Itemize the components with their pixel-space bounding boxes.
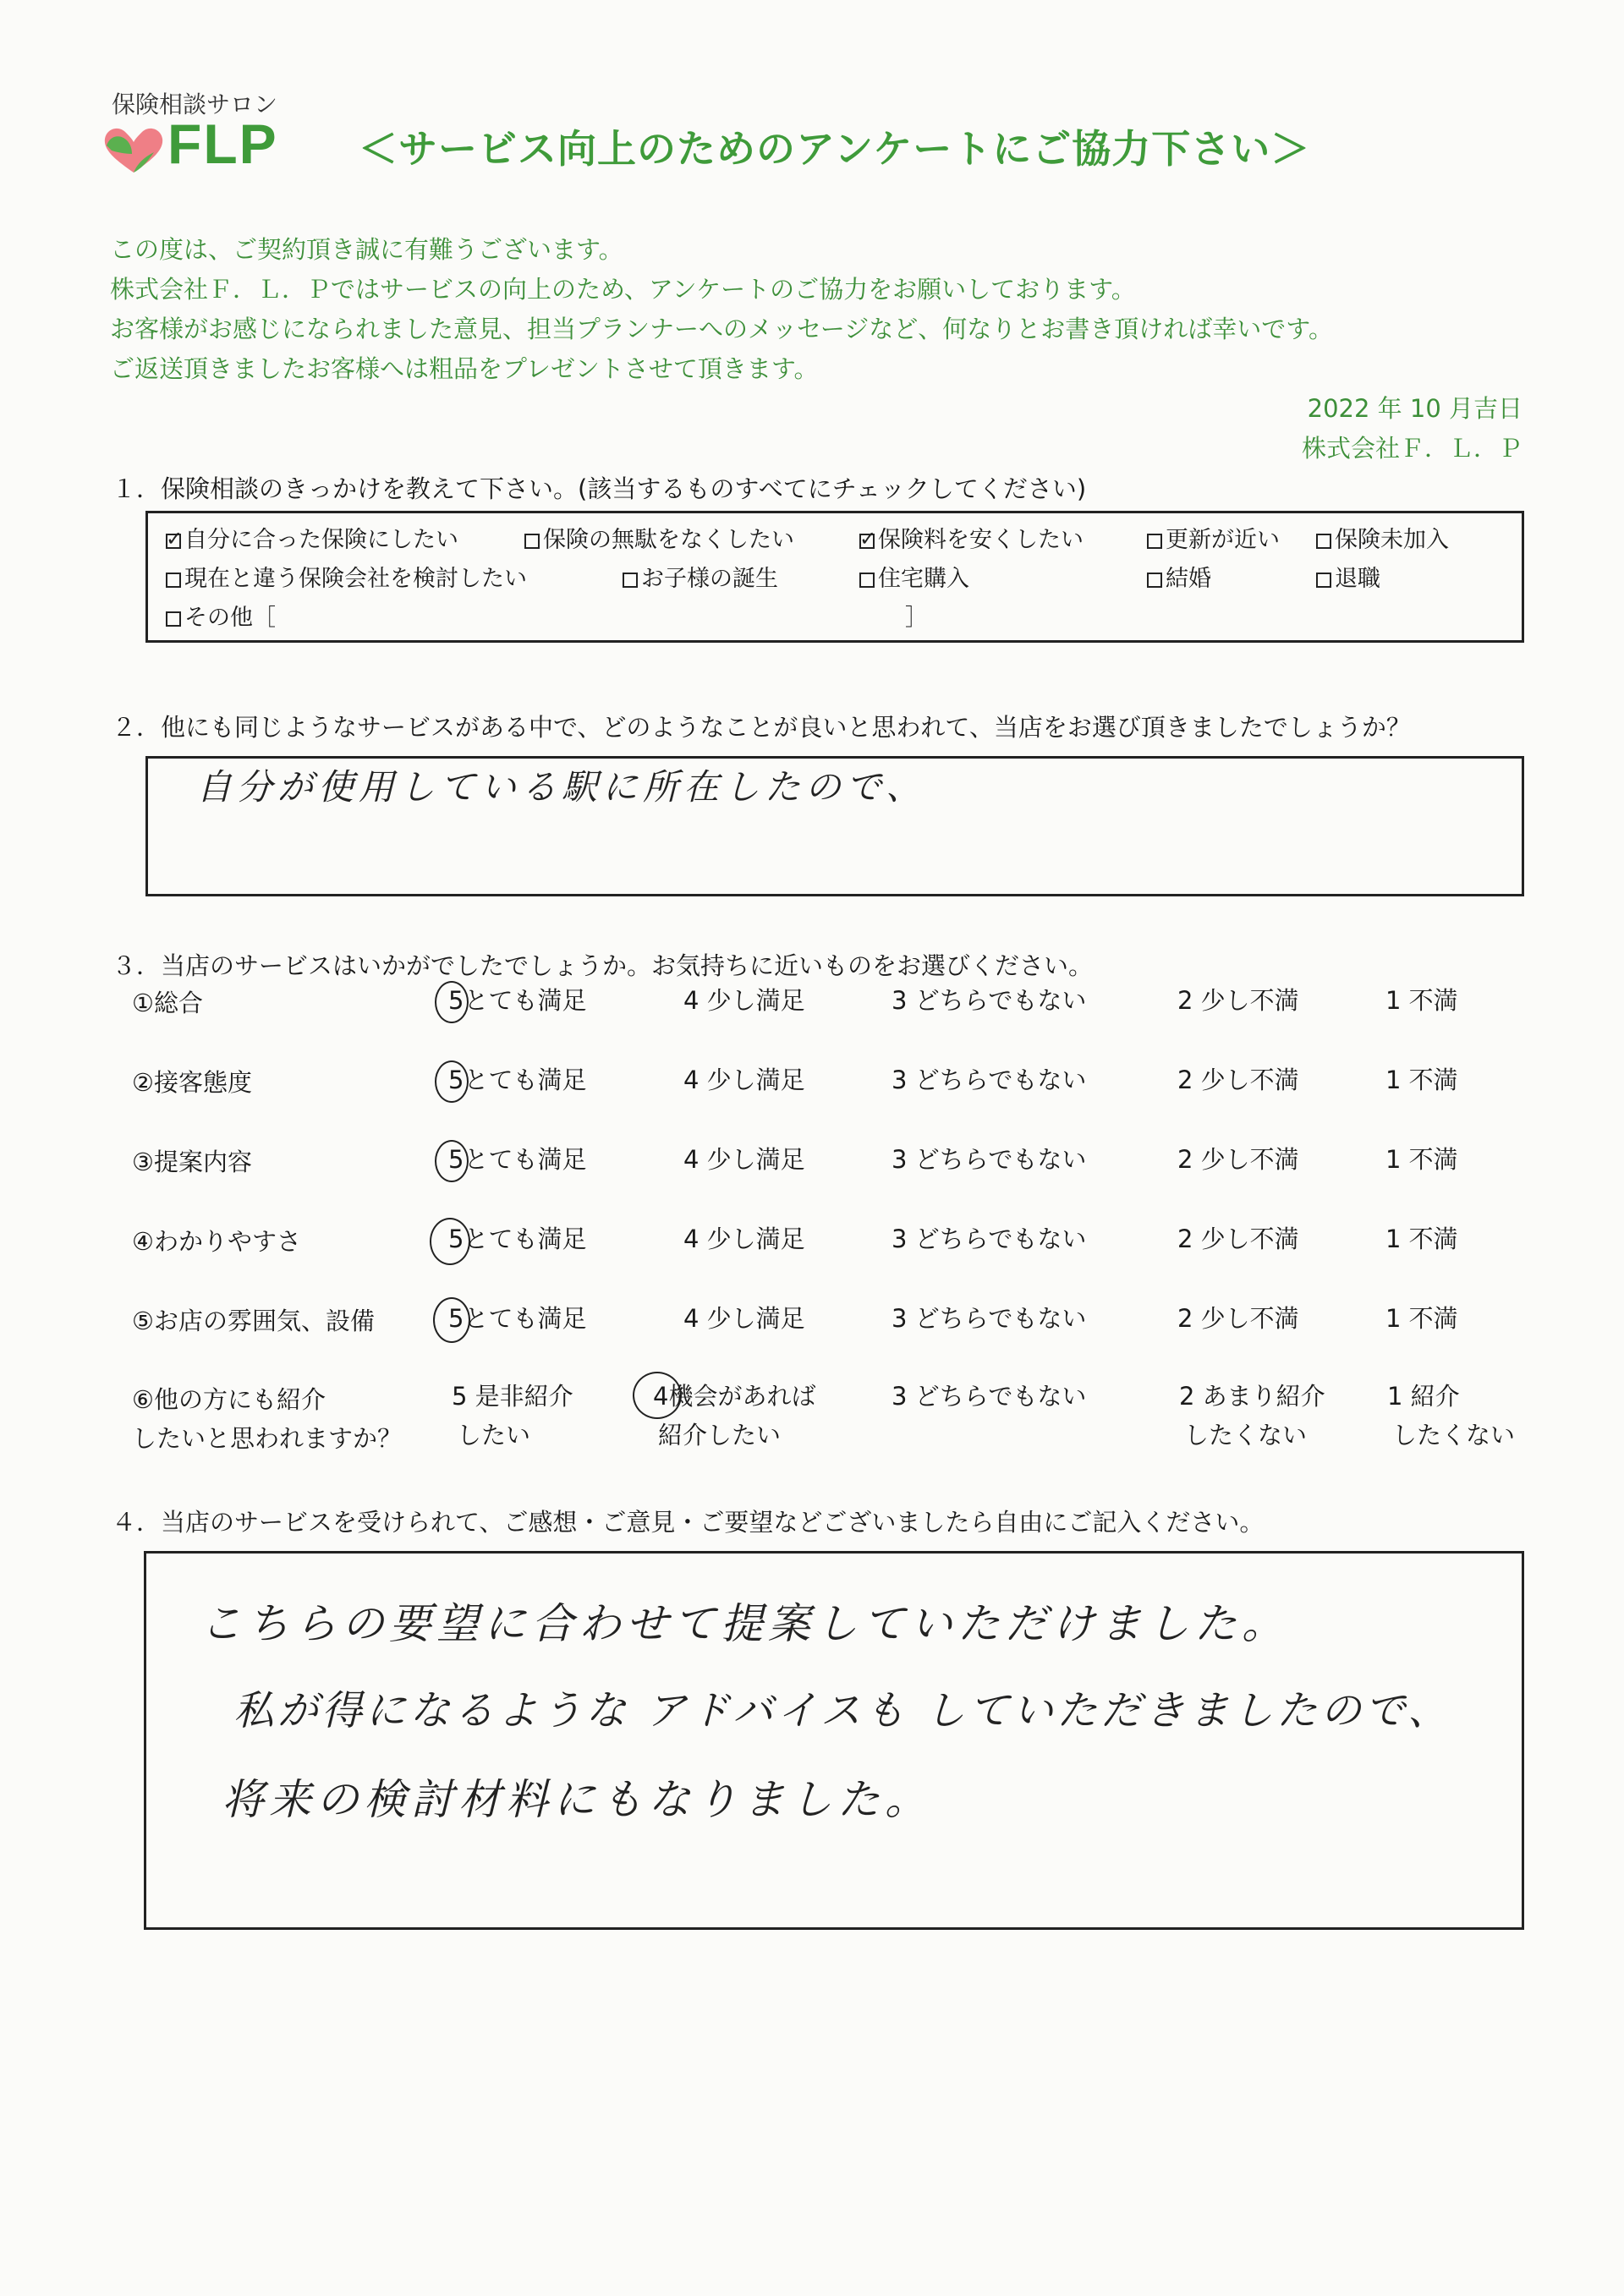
hearts-icon bbox=[100, 120, 167, 179]
q1-option-other[interactable]: その他［ bbox=[166, 599, 276, 632]
checkbox-icon[interactable] bbox=[1316, 573, 1331, 588]
q1-option[interactable]: 住宅購入 bbox=[859, 560, 969, 593]
q1-option[interactable]: 現在と違う保険会社を検討したい bbox=[166, 560, 527, 593]
checkbox-icon[interactable] bbox=[859, 534, 875, 549]
rating-option-selected[interactable]: 5とても満足 bbox=[448, 1066, 587, 1094]
q1-option[interactable]: お子様の誕生 bbox=[623, 560, 778, 593]
rating-option[interactable]: 1 紹介 したくない bbox=[1387, 1382, 1516, 1449]
q1-option[interactable]: 保険の無駄をなくしたい bbox=[524, 521, 794, 554]
checkbox-icon[interactable] bbox=[166, 611, 181, 627]
rating-option-selected[interactable]: 5とても満足 bbox=[448, 1145, 587, 1174]
rating-option[interactable]: 2 あまり紹介 したくない bbox=[1179, 1382, 1325, 1449]
checkbox-icon[interactable] bbox=[166, 534, 181, 549]
q1-option[interactable]: 結婚 bbox=[1147, 560, 1211, 593]
rating-option[interactable]: 2 少し不満 bbox=[1177, 1066, 1299, 1094]
rating-option[interactable]: 3 どちらでもない bbox=[892, 1066, 1087, 1094]
rating-option[interactable]: 2 少し不満 bbox=[1177, 986, 1299, 1015]
intro-line: この度は、ご契約頂き誠に有難うございます。 bbox=[110, 235, 623, 264]
checkbox-icon[interactable] bbox=[623, 573, 638, 588]
intro-line: 株式会社Ｆ．Ｌ．Ｐではサービスの向上のため、アンケートのご協力をお願いしております。 bbox=[110, 275, 1136, 304]
q4-answer-line: 将来の検討材料にもなりました。 bbox=[222, 1775, 932, 1824]
q1-other-close: ］ bbox=[905, 605, 928, 631]
rating-option[interactable]: 2 少し不満 bbox=[1177, 1225, 1299, 1253]
rating-option[interactable]: 1 不満 bbox=[1385, 1145, 1458, 1174]
checkbox-icon[interactable] bbox=[166, 573, 181, 588]
rating-option[interactable]: 4 少し満足 bbox=[683, 1304, 805, 1333]
intro-line: ご返送頂きましたお客様へは粗品をプレゼントさせて頂きます。 bbox=[110, 354, 819, 383]
rating-option-selected[interactable]: 5とても満足 bbox=[448, 986, 587, 1015]
checkbox-icon[interactable] bbox=[1316, 534, 1331, 549]
logo-subtitle: 保険相談サロン bbox=[112, 90, 278, 118]
q1-option[interactable]: 退職 bbox=[1316, 560, 1380, 593]
rating-option[interactable]: 4 少し満足 bbox=[683, 986, 805, 1015]
checkbox-icon[interactable] bbox=[859, 573, 875, 588]
page-title: ＜サービス向上のためのアンケートにご協力下さい＞ bbox=[359, 126, 1311, 172]
issue-date: 2022 年 10 月吉日 bbox=[1307, 394, 1522, 423]
q4-answer-line: 私が得になるような アドバイスも していただきましたので、 bbox=[233, 1687, 1452, 1734]
q1-option[interactable]: 更新が近い bbox=[1147, 521, 1280, 554]
rating-option[interactable]: 1 不満 bbox=[1385, 986, 1458, 1015]
rating-option[interactable]: 4 少し満足 bbox=[683, 1066, 805, 1094]
rating-option[interactable]: 3 どちらでもない bbox=[892, 1382, 1087, 1411]
checkbox-icon[interactable] bbox=[524, 534, 540, 549]
rating-option[interactable]: 1 不満 bbox=[1385, 1304, 1458, 1333]
rating-option[interactable]: 4 少し満足 bbox=[683, 1225, 805, 1253]
flp-logo bbox=[100, 86, 303, 179]
q1-title: １．保険相談のきっかけを教えて下さい。(該当するものすべてにチェックしてください) bbox=[112, 474, 1087, 503]
intro-line: お客様がお感じになられました意見、担当プランナーへのメッセージなど、何なりとお書き頂ければ幸いです。 bbox=[110, 315, 1333, 343]
rating-row-label: ②接客態度 bbox=[132, 1068, 252, 1097]
date-block bbox=[1302, 389, 1522, 469]
logo-text: FLP bbox=[167, 112, 278, 175]
rating-option-selected[interactable]: 4機会があれば 紹介したい bbox=[653, 1382, 816, 1449]
q4-title: ４．当店のサービスを受けられて、ご感想・ご意見・ご要望などございましたら自由にご記入ください。 bbox=[112, 1508, 1265, 1537]
q1-option[interactable]: ✓ 保険料を安くしたい bbox=[859, 521, 1084, 554]
rating-row-label: ⑤お店の雰囲気、設備 bbox=[132, 1307, 375, 1335]
rating-option[interactable]: 3 どちらでもない bbox=[892, 1304, 1087, 1333]
rating-row-label: ④わかりやすさ bbox=[132, 1227, 301, 1256]
rating-option[interactable]: 5 是非紹介 したい bbox=[452, 1382, 573, 1449]
rating-row-label: ③提案内容 bbox=[132, 1148, 252, 1176]
q2-title: ２．他にも同じようなサービスがある中で、どのようなことが良いと思われて、当店をお選び頂きましたでしょうか？ bbox=[112, 713, 1411, 742]
rating-option[interactable]: 2 少し不満 bbox=[1177, 1145, 1299, 1174]
rating-row-label: ⑥他の方にも紹介 したいと思われますか？ bbox=[132, 1385, 403, 1453]
company-name: 株式会社Ｆ．Ｌ．Ｐ bbox=[1301, 434, 1522, 463]
rating-option[interactable]: 4 少し満足 bbox=[683, 1145, 805, 1174]
intro-text bbox=[110, 230, 1333, 389]
q2-answer-text: 自分が使用している駅に所在したので、 bbox=[196, 766, 927, 808]
rating-option[interactable]: 3 どちらでもない bbox=[892, 1145, 1087, 1174]
q4-answer-line: こちらの要望に合わせて提案していただけました。 bbox=[200, 1599, 1289, 1648]
checkbox-icon[interactable] bbox=[1147, 573, 1162, 588]
checkbox-icon[interactable] bbox=[1147, 534, 1162, 549]
rating-option-selected[interactable]: 5とても満足 bbox=[448, 1225, 587, 1253]
q3-title: ３．当店のサービスはいかがでしたでしょうか。お気持ちに近いものをお選びください。 bbox=[112, 951, 1094, 980]
q1-option[interactable]: 保険未加入 bbox=[1316, 521, 1449, 554]
rating-option[interactable]: 2 少し不満 bbox=[1177, 1304, 1299, 1333]
rating-option[interactable]: 3 どちらでもない bbox=[892, 986, 1087, 1015]
q1-option[interactable]: ✓自分に合った保険にしたい bbox=[166, 521, 458, 554]
rating-row-label: ①総合 bbox=[132, 989, 203, 1017]
rating-option[interactable]: 3 どちらでもない bbox=[892, 1225, 1087, 1253]
rating-option[interactable]: 1 不満 bbox=[1385, 1225, 1458, 1253]
rating-option-selected[interactable]: 5とても満足 bbox=[448, 1304, 587, 1333]
rating-option[interactable]: 1 不満 bbox=[1385, 1066, 1458, 1094]
